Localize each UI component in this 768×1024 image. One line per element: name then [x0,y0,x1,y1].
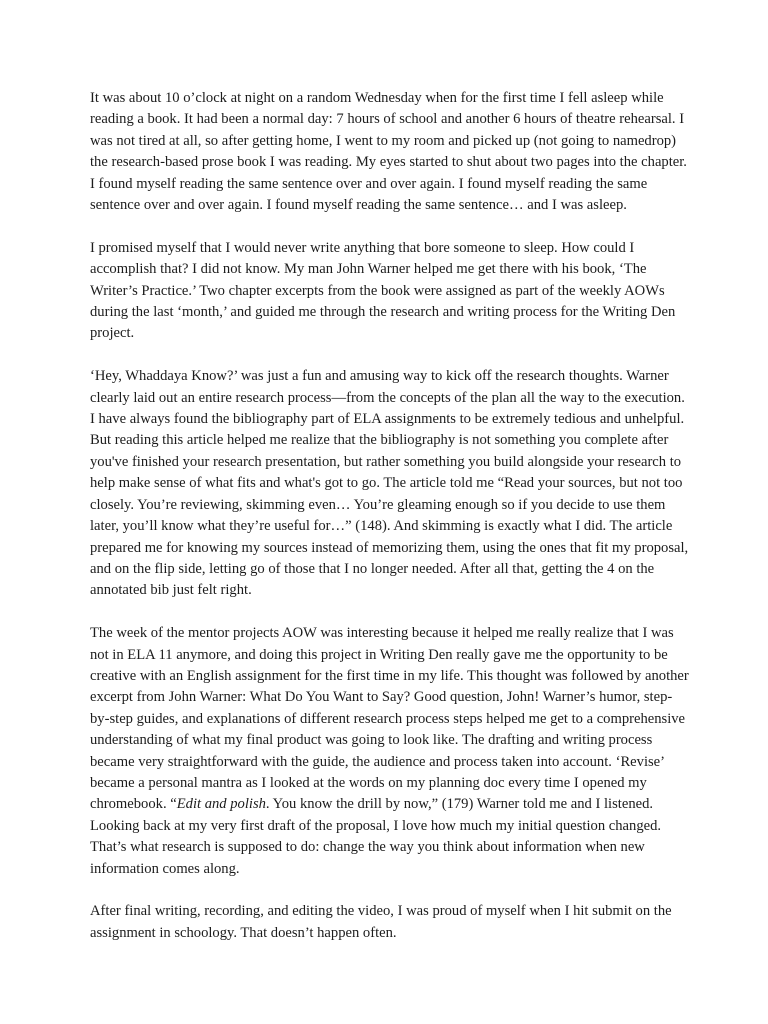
document-page [90,88,690,966]
paragraph-4-emphasis: Edit and polish [176,796,266,813]
paragraph-3: ‘Hey, Whaddaya Know?’ was just a fun and amusing way to kick off the research thoughts. Warner clearly laid out an entire research process—from the concepts of the plan all the way to the execution. I have always found the bibliography part of ELA assignments to be extremely tedious and unhelpful. But reading this article helped me realize that the bibliography is not something you complete after you've finished your research presentation, but rather something you build alongside your research to help make sense of what fits and what's got to go. The article told me “Read your sources, but not too closely. You’re reviewing, skimming even… You’re gleaming enough so if you decide to use them later, you’ll know what they’re useful for…” (148). And skimming is exactly what I did. The article prepared me for knowing my sources instead of memorizing them, using the ones that fit my proposal, and on the flip side, letting go of those that I no longer needed. After all that, getting the 4 on the annotated bib just felt right. [90,368,689,599]
paragraph-1: It was about 10 o’clock at night on a random Wednesday when for the first time I fell asleep while reading a book. It had been a normal day: 7 hours of school and another 6 hours of theatre rehearsal. I was not tired at all, so after getting home, I went to my room and picked up (not going to namedrop) the research-based prose book I was reading. My eyes started to shut about two pages into the chapter. I found myself reading the same sentence over and over again. I found myself reading the same sentence over and over again. I found myself reading the same sentence… and I was asleep. [90,90,687,214]
paragraph-4-part-1: The week of the mentor projects AOW was interesting because it helped me really realize that I was not in ELA 11 anymore, and doing this project in Writing Den really gave me the opportunity to be creative with an English assignment for the first time in my life. This thought was followed by another excerpt from John Warner: What Do You Want to Say? Good question, John! Warner’s humor, step-by-step guides, and explanations of different research process steps helped me get to a comprehensive understanding of what my final product was going to look like. The drafting and writing process became very straightforward with the guide, the audience and process taken into account. ‘Revise’ became a personal mantra as I looked at the words on my planning doc every time I opened my chromebook. “ [90,625,689,813]
paragraph-4 [90,623,690,880]
paragraph-5: After final writing, recording, and editing the video, I was proud of myself when I hit submit on the assignment in schoology. That doesn’t happen often. [90,903,672,941]
paragraph-4-part-2: . You know the drill by now,” (179) Warner told me and I listened. Looking back at my very first draft of the proposal, I love how much my initial question changed. That’s what research is supposed to do: change the way you think about information when new information comes along. [90,796,662,877]
paragraph-2: I promised myself that I would never write anything that bore someone to sleep. How could I accomplish that? I did not know. My man John Warner helped me get there with his book, ‘The Writer’s Practice.’ Two chapter excerpts from the book were assigned as part of the weekly AOWs during the last ‘month,’ and guided me through the research and writing process for the Writing Den project. [90,239,676,342]
